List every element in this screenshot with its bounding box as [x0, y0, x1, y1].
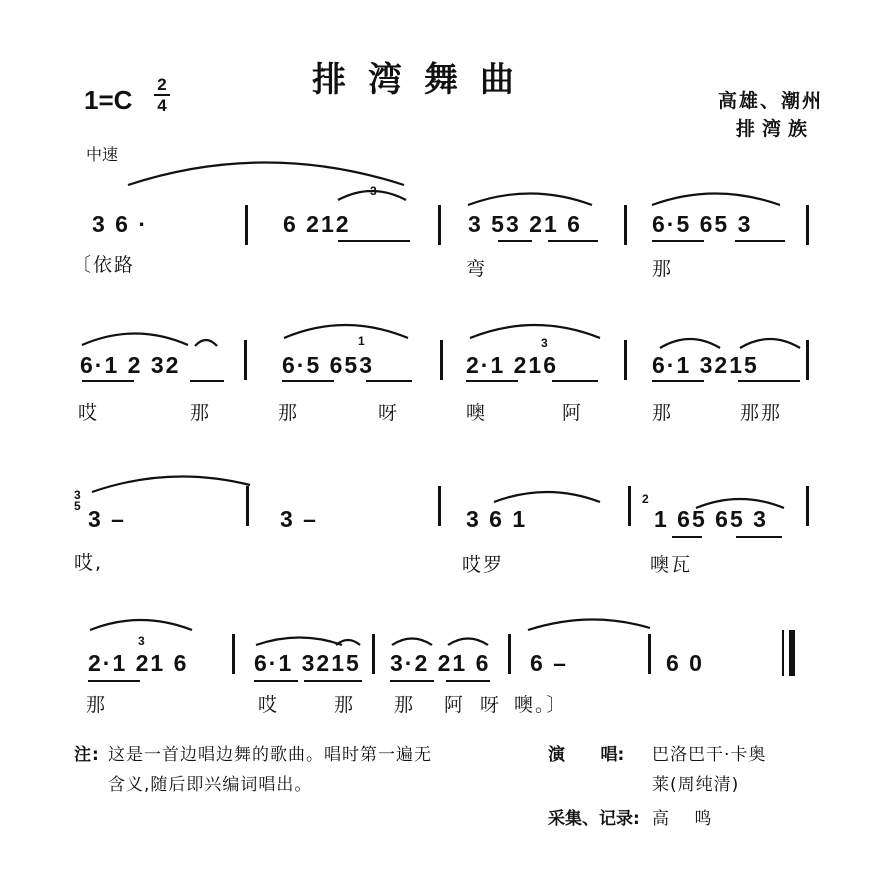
- grace-note: 3: [370, 184, 377, 198]
- slur: [82, 334, 188, 346]
- measure-notes: 3 –: [280, 506, 318, 532]
- final-barline-thin: [782, 630, 784, 676]
- lyric: 呀: [378, 402, 400, 424]
- lyric: 阿: [444, 694, 466, 716]
- lyric: 那: [190, 402, 212, 424]
- measure-notes: 2·1 216: [466, 352, 559, 378]
- grace-note: 3: [138, 634, 145, 648]
- measure-notes: 3 –: [88, 506, 126, 532]
- grace-note: 3: [541, 336, 548, 350]
- slur: [470, 325, 600, 338]
- singer-name-line-2: 莱(周纯清): [652, 775, 740, 795]
- slur: [740, 339, 800, 348]
- measure-notes: 6·1 2 32: [80, 352, 181, 378]
- final-barline-thick: [789, 630, 795, 676]
- barline: [806, 340, 809, 380]
- barline: [508, 634, 511, 674]
- slur: [92, 476, 250, 492]
- slur: [494, 492, 600, 502]
- barline: [438, 486, 441, 526]
- singer-name-line-1: 巴洛巴干·卡奥: [652, 745, 767, 765]
- underline: [672, 536, 702, 538]
- measure-notes: 6 212: [283, 211, 351, 237]
- footnote-line-1: 这是一首边唱边舞的歌曲。唱时第一遍无: [108, 745, 432, 765]
- measure-notes: 3 53 21 6: [468, 211, 582, 237]
- underline: [190, 380, 224, 382]
- slur: [660, 339, 720, 348]
- lyric: 噢。〕: [514, 694, 568, 716]
- underline: [738, 380, 800, 382]
- measure-notes: 1 65 65 3: [654, 506, 768, 532]
- collector-label: 采集、记录:: [548, 809, 640, 829]
- slur: [528, 619, 650, 630]
- slur: [448, 639, 488, 646]
- barline: [244, 340, 247, 380]
- barline: [628, 486, 631, 526]
- measure-notes: 6·5 653: [282, 352, 375, 378]
- origin-ethnic-group: 排湾族: [736, 118, 815, 140]
- slur: [195, 340, 217, 346]
- barline: [624, 205, 627, 245]
- song-title: 排湾舞曲: [312, 60, 536, 100]
- slur: [652, 194, 780, 206]
- barline: [245, 205, 248, 245]
- slur: [128, 163, 404, 186]
- lyric: 那: [652, 258, 674, 280]
- underline: [548, 240, 598, 242]
- measure-notes: 6·1 3215: [254, 650, 361, 676]
- slur: [256, 638, 342, 646]
- lyric: 〔依路: [72, 254, 136, 276]
- grace-note: 2: [642, 492, 649, 506]
- underline: [82, 380, 134, 382]
- lyric: 那: [652, 402, 674, 424]
- barline: [806, 205, 809, 245]
- measure-notes: 3·2 21 6: [390, 650, 491, 676]
- lyric: 阿: [562, 402, 584, 424]
- grace-note: 5: [74, 499, 81, 513]
- measure-notes: 6·5 65 3: [652, 211, 753, 237]
- slur: [468, 194, 592, 206]
- lyric: 那: [278, 402, 300, 424]
- slur: [392, 639, 432, 646]
- origin-region: 高雄、潮州: [718, 90, 824, 112]
- barline: [246, 486, 249, 526]
- measure-notes: 6 –: [530, 650, 568, 676]
- grace-note: 1: [358, 334, 365, 348]
- underline: [552, 380, 598, 382]
- lyric: 那那: [740, 402, 783, 424]
- lyric: 呀: [480, 694, 502, 716]
- underline: [366, 380, 412, 382]
- underline: [254, 680, 298, 682]
- underline: [304, 680, 362, 682]
- underline: [466, 380, 518, 382]
- barline: [232, 634, 235, 674]
- lyric: 弯: [466, 258, 488, 280]
- barline: [806, 486, 809, 526]
- lyric: 哎: [78, 402, 100, 424]
- footnote-line-2: 含义,随后即兴编词唱出。: [108, 775, 313, 795]
- slur: [90, 620, 192, 630]
- underline: [282, 380, 334, 382]
- lyric: 那: [394, 694, 416, 716]
- time-denominator: 4: [157, 96, 167, 115]
- underline: [88, 680, 140, 682]
- barline: [624, 340, 627, 380]
- barline: [648, 634, 651, 674]
- lyric: 噢: [466, 402, 488, 424]
- lyric: 噢瓦: [650, 554, 693, 576]
- lyric: 那: [334, 694, 356, 716]
- barline: [440, 340, 443, 380]
- measure-notes: 3 6 ·: [92, 211, 149, 237]
- time-numerator: 2: [157, 75, 167, 94]
- barline: [372, 634, 375, 674]
- footnote-label: 注:: [74, 745, 100, 765]
- lyric: 那: [86, 694, 108, 716]
- singer-label: 演 唱:: [548, 745, 625, 765]
- key-signature: 1=C: [84, 85, 133, 115]
- underline: [446, 680, 490, 682]
- measure-notes: 3 6 1: [466, 506, 528, 532]
- slur: [284, 325, 408, 338]
- measure-notes: 2·1 21 6: [88, 650, 189, 676]
- underline: [338, 240, 410, 242]
- underline: [652, 240, 704, 242]
- lyric: 哎,: [74, 552, 104, 574]
- lyric: 哎罗: [462, 554, 505, 576]
- underline: [498, 240, 532, 242]
- measure-notes: 6 0: [666, 650, 704, 676]
- underline: [652, 380, 704, 382]
- measure-notes: 6·1 3215: [652, 352, 759, 378]
- underline: [736, 536, 782, 538]
- collector-name: 高 鸣: [652, 809, 722, 829]
- tempo-marking: 中速: [86, 145, 119, 164]
- lyric: 哎: [258, 694, 280, 716]
- underline: [390, 680, 434, 682]
- barline: [438, 205, 441, 245]
- underline: [735, 240, 785, 242]
- grace-note: 3: [74, 488, 81, 502]
